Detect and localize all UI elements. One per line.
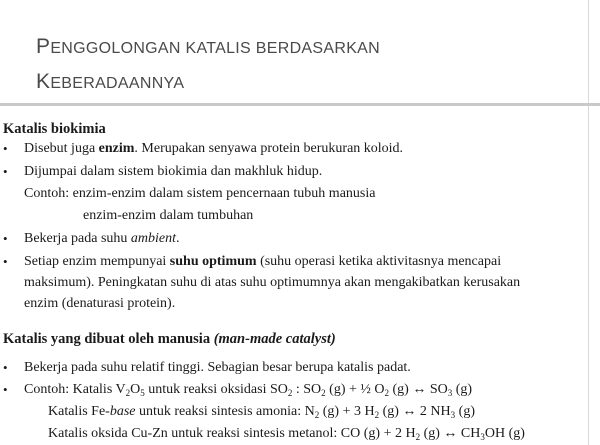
- contoh-amonia-reaction: Katalis Fe-base untuk reaksi sintesis amonia: $N_2$ (g) + 3 $H_2$ (g) ↔ 2 $NH_3$ (g): [48, 404, 475, 420]
- bullet-suhu-optimum-line2: maksimum). Peningkatan suhu di atas suhu optimumnya akan mengakibatkan kerusakan: [24, 275, 521, 290]
- contoh-metanol-reaction: Katalis oksida Cu-Zn untuk reaksi sintesis metanol: CO (g) + 2 $H_2$ (g) ↔ $CH_3OH$ (g): [48, 426, 525, 442]
- bullet-icon: •: [3, 231, 8, 246]
- bullet-icon: •: [3, 164, 8, 179]
- bullet-suhu-optimum-line3: enzim (denaturasi protein).: [24, 296, 176, 311]
- bullet-suhu-tinggi: Bekerja pada suhu relatif tinggi. Sebagian besar berupa katalis padat.: [24, 360, 411, 375]
- bullet-icon: •: [3, 382, 8, 397]
- contoh-line-2: enzim-enzim dalam tumbuhan: [83, 208, 254, 223]
- bullet-suhu-ambient: Bekerja pada suhu ambient.: [24, 231, 180, 246]
- slide-title: PENGGOLONGAN KATALIS BERDASARKAN KEBERADAANNYA: [36, 35, 380, 93]
- bullet-icon: •: [3, 254, 8, 269]
- section-heading-biokimia: Katalis biokimia: [3, 121, 106, 137]
- contoh-line-1: Contoh: enzim-enzim dalam sistem pencernaan tubuh manusia: [24, 186, 376, 201]
- bullet-icon: •: [3, 360, 8, 375]
- contoh-so2-reaction: Contoh: Katalis $V_2O_5$ untuk reaksi oksidasi $SO_2$ : $SO_2$ (g) + ½ $O_2$ (g) ↔ $SO_3$ (g): [24, 382, 473, 398]
- bullet-enzim: Disebut juga enzim. Merupakan senyawa protein berukuran koloid.: [24, 141, 404, 156]
- bullet-dijumpai: Dijumpai dalam sistem biokimia dan makhluk hidup.: [24, 164, 323, 179]
- bullet-suhu-optimum: Setiap enzim mempunyai suhu optimum (suhu operasi ketika aktivitasnya mencapai: [24, 254, 502, 269]
- bullet-icon: •: [3, 141, 8, 156]
- slide-edge-line: [588, 0, 589, 445]
- title-divider: [0, 103, 600, 106]
- section-heading-man-made: Katalis yang dibuat oleh manusia (man-made catalyst): [3, 331, 336, 347]
